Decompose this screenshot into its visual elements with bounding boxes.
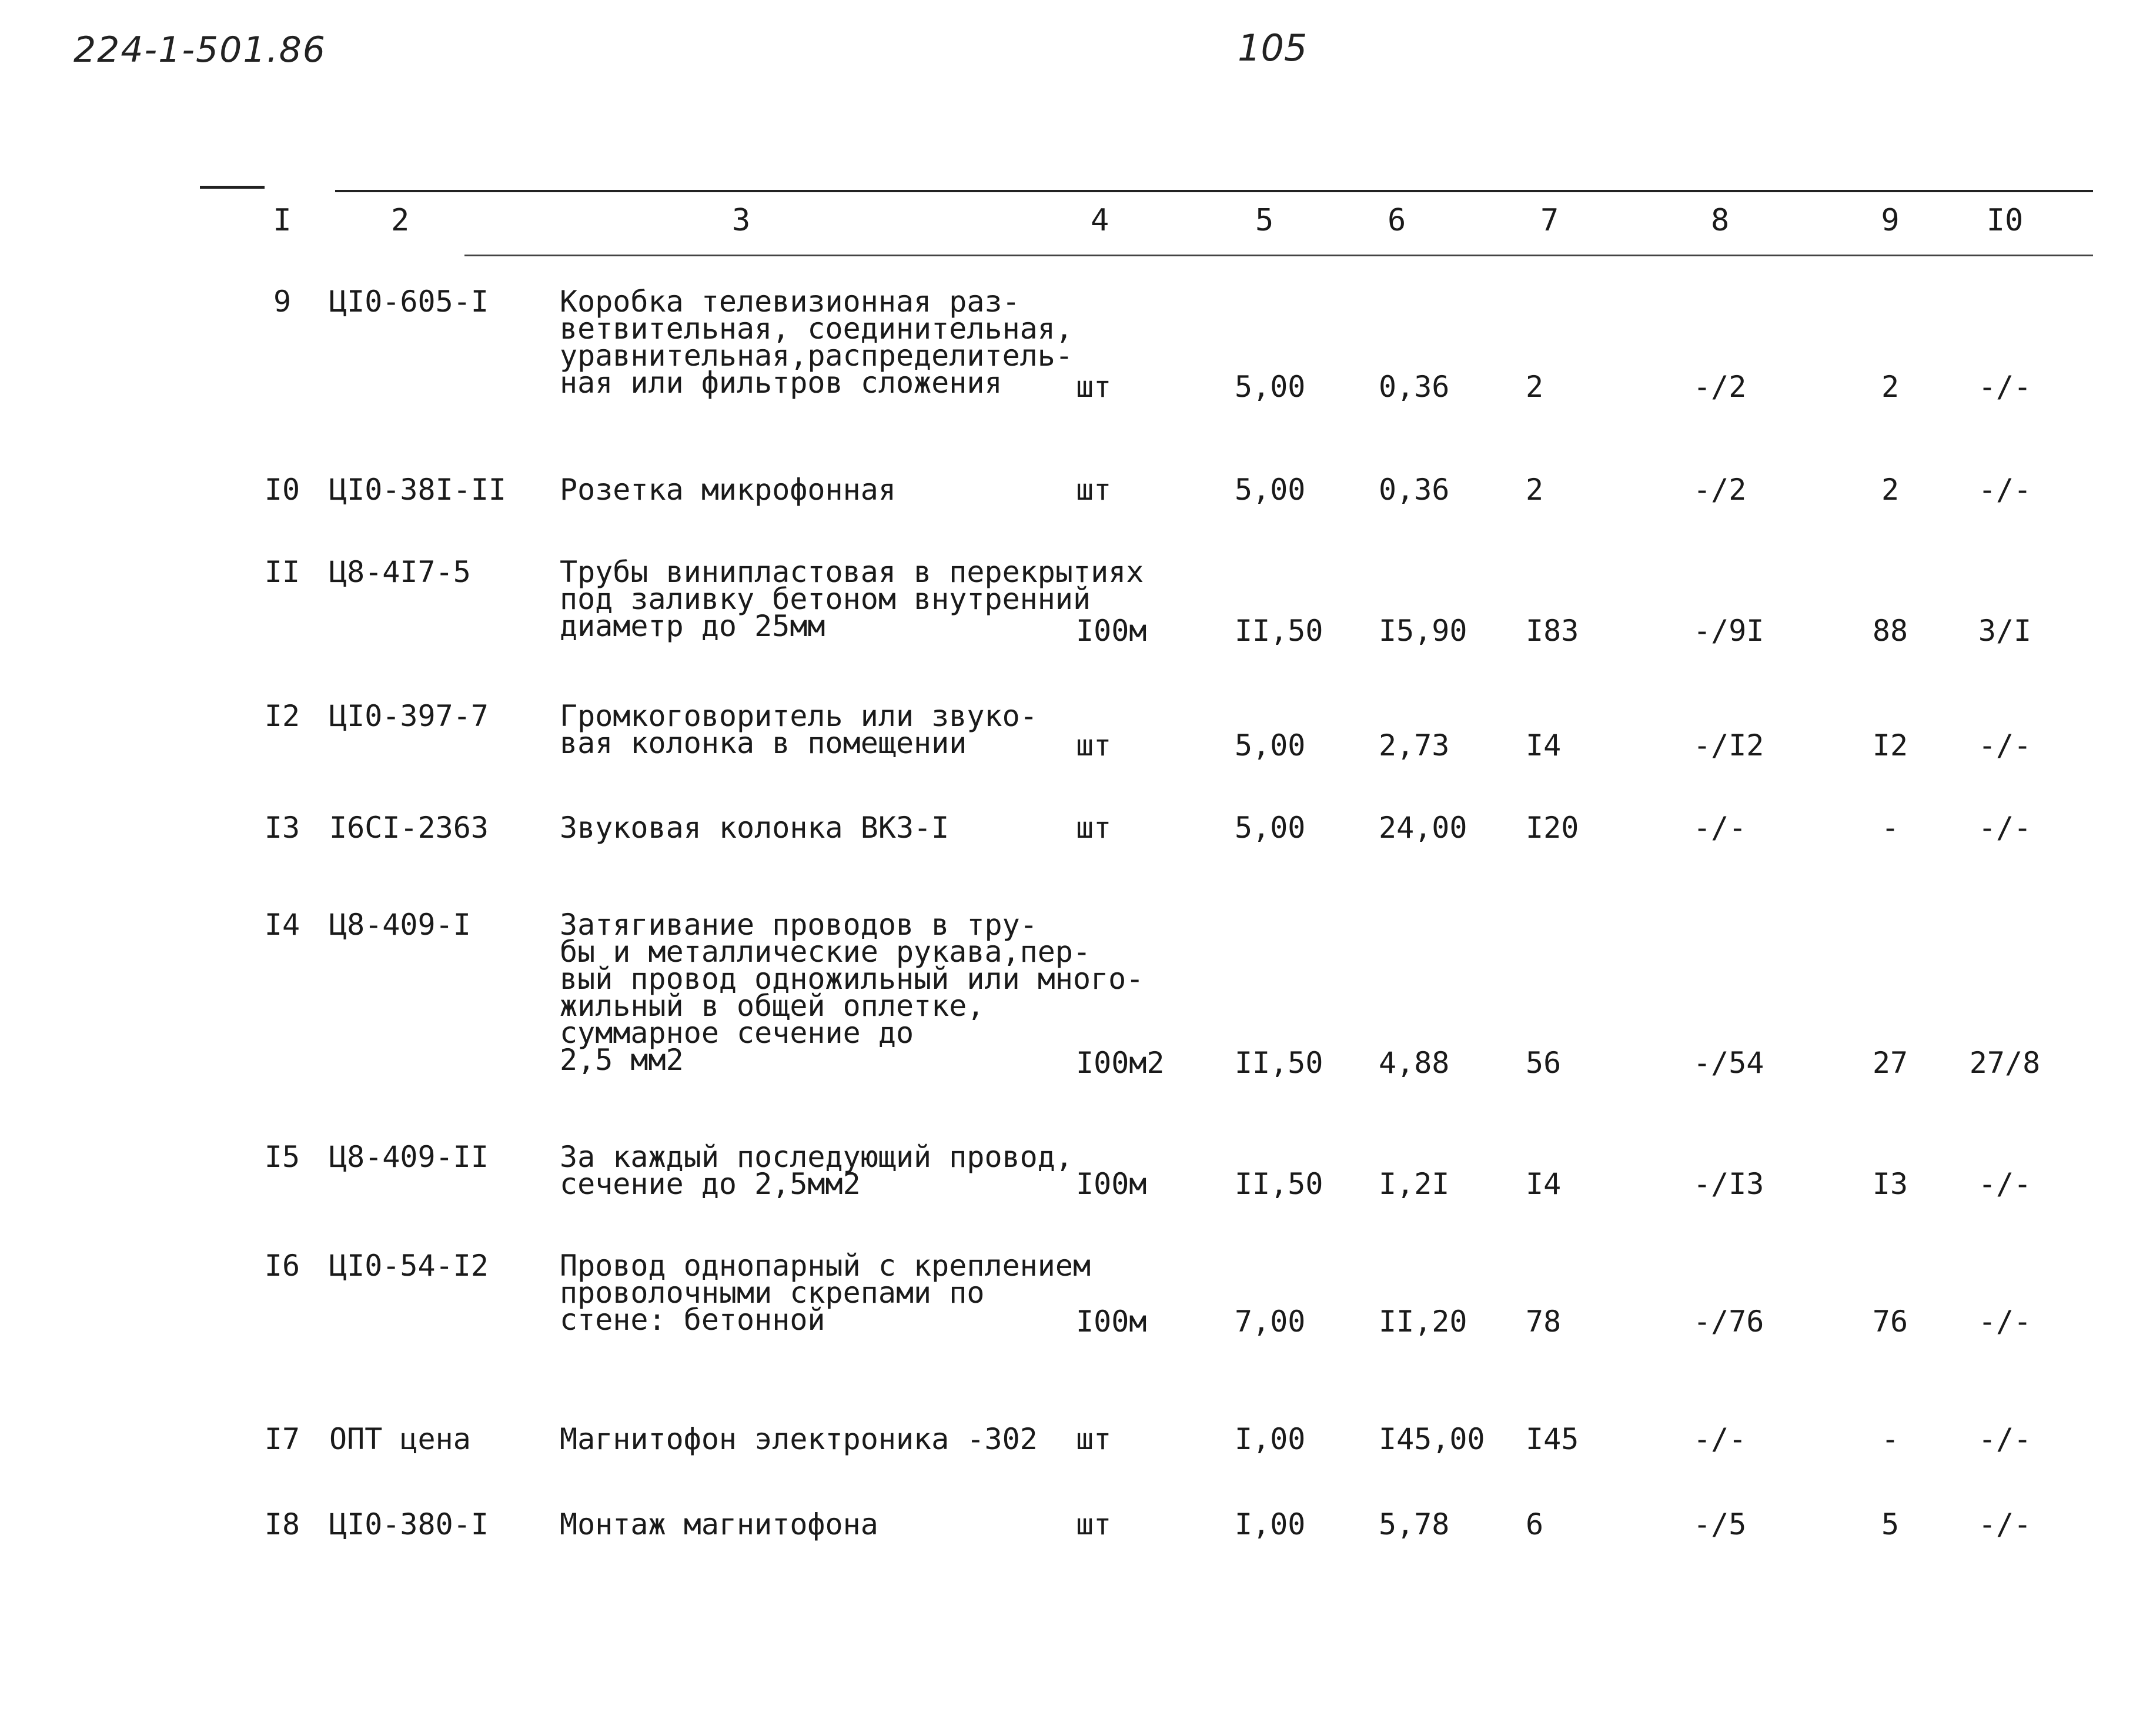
row-name-line: Громкоговоритель или звуко-	[560, 699, 1038, 733]
page-number: 105	[1238, 26, 1308, 69]
row-col7: 2	[1526, 370, 1544, 404]
row-name-line: 2,5 мм2	[560, 1043, 684, 1077]
row-col6: 4,88	[1379, 1046, 1450, 1080]
row-unit: шт	[1076, 811, 1112, 845]
row-number: I2	[264, 699, 300, 733]
column-header-5: 5	[1255, 203, 1274, 238]
row-col6: I,2I	[1379, 1167, 1450, 1201]
row-col9: -	[1881, 1422, 1900, 1456]
row-name-line: вый провод одножильный или много-	[560, 962, 1144, 996]
row-col10: -/-	[1978, 1167, 2032, 1201]
row-number: I5	[264, 1140, 300, 1174]
row-name-line: уравнительная,распределитель-	[560, 339, 1073, 373]
row-unit: шт	[1076, 1507, 1112, 1541]
row-code: ЦI0-605-I	[329, 285, 489, 319]
row-col6: 24,00	[1379, 811, 1467, 845]
row-number: I4	[264, 908, 300, 942]
row-unit: I00м2	[1076, 1046, 1165, 1080]
row-col7: I20	[1526, 811, 1579, 845]
row-code: I6CI-2363	[329, 811, 489, 845]
row-unit: шт	[1076, 370, 1112, 404]
row-col8: -/I3	[1693, 1167, 1764, 1201]
row-col6: 0,36	[1379, 370, 1450, 404]
row-name-line: Монтаж магнитофона	[560, 1507, 878, 1541]
row-col5: 5,00	[1235, 473, 1306, 507]
row-unit: шт	[1076, 728, 1112, 762]
row-unit: шт	[1076, 1422, 1112, 1456]
table-top-rule-stub	[200, 186, 265, 189]
row-col6: II,20	[1379, 1304, 1467, 1339]
row-col6: 0,36	[1379, 473, 1450, 507]
column-header-7: 7	[1540, 203, 1559, 238]
row-col10: 3/I	[1978, 614, 2032, 648]
row-name-line: Звуковая колонка ВКЗ-I	[560, 811, 950, 845]
column-header-10: I0	[1986, 203, 2024, 238]
row-code: Ц8-409-I	[329, 908, 471, 942]
row-code: ЦI0-397-7	[329, 699, 489, 733]
row-col8: -/2	[1693, 473, 1747, 507]
row-col7: I4	[1526, 1167, 1562, 1201]
column-header-2: 2	[391, 203, 410, 238]
row-col5: 7,00	[1235, 1304, 1306, 1339]
row-col10: -/-	[1978, 728, 2032, 762]
row-col8: -/54	[1693, 1046, 1764, 1080]
row-number: I8	[264, 1507, 300, 1541]
row-name-line: Коробка телевизионная раз-	[560, 285, 1020, 319]
row-col8: -/2	[1693, 370, 1747, 404]
row-col7: I4	[1526, 728, 1562, 762]
row-col8: -/-	[1693, 1422, 1747, 1456]
row-name-line: вая колонка в помещении	[560, 726, 967, 760]
row-col9: -	[1881, 811, 1900, 845]
row-name-line: жильный в общей оплетке,	[560, 989, 985, 1023]
row-col7: 2	[1526, 473, 1544, 507]
column-header-3: 3	[732, 203, 751, 238]
row-col9: I2	[1872, 728, 1908, 762]
row-col7: I83	[1526, 614, 1579, 648]
row-col10: -/-	[1978, 1422, 2032, 1456]
row-col9: 2	[1881, 370, 1900, 404]
row-code: Ц8-409-II	[329, 1140, 489, 1174]
row-code: ОПТ цена	[329, 1422, 471, 1456]
row-col7: 78	[1526, 1304, 1562, 1339]
row-code: ЦI0-38I-II	[329, 473, 507, 507]
row-col9: 88	[1872, 614, 1908, 648]
table-top-rule	[335, 190, 2093, 192]
row-number: 9	[273, 285, 292, 319]
column-header-9: 9	[1881, 203, 1900, 238]
row-unit: шт	[1076, 473, 1112, 507]
column-header-4: 4	[1091, 203, 1109, 238]
row-name-line: Провод однопарный с креплением	[560, 1249, 1091, 1283]
row-col7: 56	[1526, 1046, 1562, 1080]
table-header-rule	[464, 255, 2093, 256]
row-col10: -/-	[1978, 1507, 2032, 1541]
row-name-line: проволочными скрепами по	[560, 1276, 985, 1310]
row-name-line: суммарное сечение до	[560, 1016, 914, 1050]
doc-code: 224-1-501.86	[73, 29, 326, 71]
row-col5: I,00	[1235, 1422, 1306, 1456]
row-col6: I45,00	[1379, 1422, 1485, 1456]
column-header-8: 8	[1711, 203, 1730, 238]
row-code: ЦI0-54-I2	[329, 1249, 489, 1283]
row-name-line: Магнитофон электроника -302	[560, 1422, 1038, 1456]
row-name-line: сечение до 2,5мм2	[560, 1167, 861, 1201]
row-col8: -/9I	[1693, 614, 1764, 648]
row-col6: 5,78	[1379, 1507, 1450, 1541]
column-header-1: I	[273, 203, 292, 238]
row-col5: II,50	[1235, 614, 1323, 648]
row-col9: I3	[1872, 1167, 1908, 1201]
row-col5: 5,00	[1235, 811, 1306, 845]
row-number: I6	[264, 1249, 300, 1283]
row-col7: 6	[1526, 1507, 1544, 1541]
row-name-line: За каждый последующий провод,	[560, 1140, 1073, 1174]
row-col5: 5,00	[1235, 728, 1306, 762]
row-col9: 76	[1872, 1304, 1908, 1339]
row-number: I7	[264, 1422, 300, 1456]
row-col5: 5,00	[1235, 370, 1306, 404]
row-number: I0	[264, 473, 300, 507]
row-col8: -/5	[1693, 1507, 1747, 1541]
row-name-line: ветвительная, соединительная,	[560, 312, 1073, 346]
row-col7: I45	[1526, 1422, 1579, 1456]
row-name-line: ная или фильтров сложения	[560, 366, 1002, 400]
row-name-line: Розетка микрофонная	[560, 473, 896, 507]
row-col9: 27	[1872, 1046, 1908, 1080]
row-col9: 2	[1881, 473, 1900, 507]
row-name-line: стене: бетонной	[560, 1303, 825, 1337]
row-code: Ц8-4I7-5	[329, 555, 471, 589]
row-unit: I00м	[1076, 1304, 1147, 1339]
row-col10: -/-	[1978, 473, 2032, 507]
row-col6: 2,73	[1379, 728, 1450, 762]
row-col10: 27/8	[1969, 1046, 2041, 1080]
row-name-line: диаметр до 25мм	[560, 609, 825, 643]
row-col6: I5,90	[1379, 614, 1467, 648]
row-col5: II,50	[1235, 1046, 1323, 1080]
row-code: ЦI0-380-I	[329, 1507, 489, 1541]
row-unit: I00м	[1076, 614, 1147, 648]
row-col8: -/76	[1693, 1304, 1764, 1339]
row-col10: -/-	[1978, 370, 2032, 404]
row-col5: I,00	[1235, 1507, 1306, 1541]
row-name-line: Затягивание проводов в тру-	[560, 908, 1038, 942]
row-name-line: бы и металлические рукава,пер-	[560, 935, 1091, 969]
row-col10: -/-	[1978, 1304, 2032, 1339]
row-name-line: Трубы винипластовая в перекрытиях	[560, 555, 1144, 589]
row-name-line: под заливку бетоном внутренний	[560, 582, 1091, 616]
row-col8: -/-	[1693, 811, 1747, 845]
row-col8: -/I2	[1693, 728, 1764, 762]
row-col5: II,50	[1235, 1167, 1323, 1201]
row-number: I3	[264, 811, 300, 845]
row-unit: I00м	[1076, 1167, 1147, 1201]
column-header-6: 6	[1388, 203, 1406, 238]
row-number: II	[264, 555, 300, 589]
row-col9: 5	[1881, 1507, 1900, 1541]
row-col10: -/-	[1978, 811, 2032, 845]
